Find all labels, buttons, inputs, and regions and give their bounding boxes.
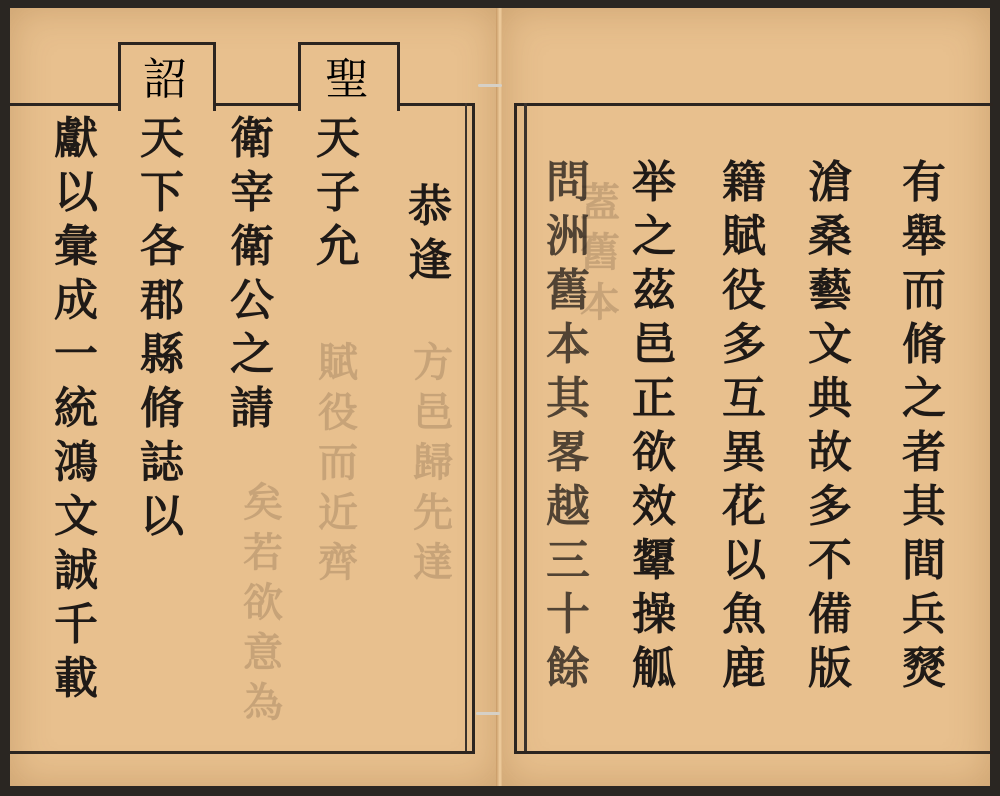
right-page-inner-rule: [524, 103, 527, 751]
right-col-3: 籍 賦 役 多 互 異 花 以 魚 鹿: [722, 157, 766, 694]
right-page: [502, 8, 990, 786]
right-col-4: 举 之 茲 邑 正 欲 效 顰 操 觚: [632, 157, 676, 694]
right-col-5: 問 洲 舊 本 其 畧 越 三 十 餘: [546, 157, 590, 694]
left-page-inner-rule: [465, 103, 467, 751]
bleed-through-text: 方 邑 歸 先 達: [413, 339, 453, 586]
header-tab-sheng: [298, 42, 400, 111]
left-page: [10, 8, 498, 786]
binding-thread: [478, 84, 502, 87]
char: 逢: [408, 235, 452, 286]
char: 恭: [408, 181, 452, 232]
left-col-4: 天 下 各 郡 縣 脩 誌 以: [140, 113, 184, 542]
header-char-sheng: 聖: [325, 54, 369, 105]
binding-thread: [476, 712, 500, 715]
left-col-5: 獻 以 彙 成 一 統 鴻 文 誠 千 載: [54, 113, 98, 704]
right-col-2: 滄 桑 藝 文 典 故 多 不 備 版: [808, 157, 852, 694]
left-col-1: [402, 180, 458, 288]
bleed-through-text: 矣 若 欲 意 為: [243, 479, 283, 726]
left-col-2: 天 子 允: [316, 113, 360, 272]
right-col-1: 有 舉 而 脩 之 者 其 間 兵 燹: [902, 157, 946, 694]
left-col-3: 衛 宰 衛 公 之 請: [230, 113, 274, 434]
header-char-zhao: 詔: [143, 54, 187, 105]
header-tab-zhao: [118, 42, 216, 111]
bleed-through-text: 蓋 舊 本: [580, 179, 620, 326]
bleed-through-text: 賦 役 而 近 齊: [318, 339, 358, 586]
